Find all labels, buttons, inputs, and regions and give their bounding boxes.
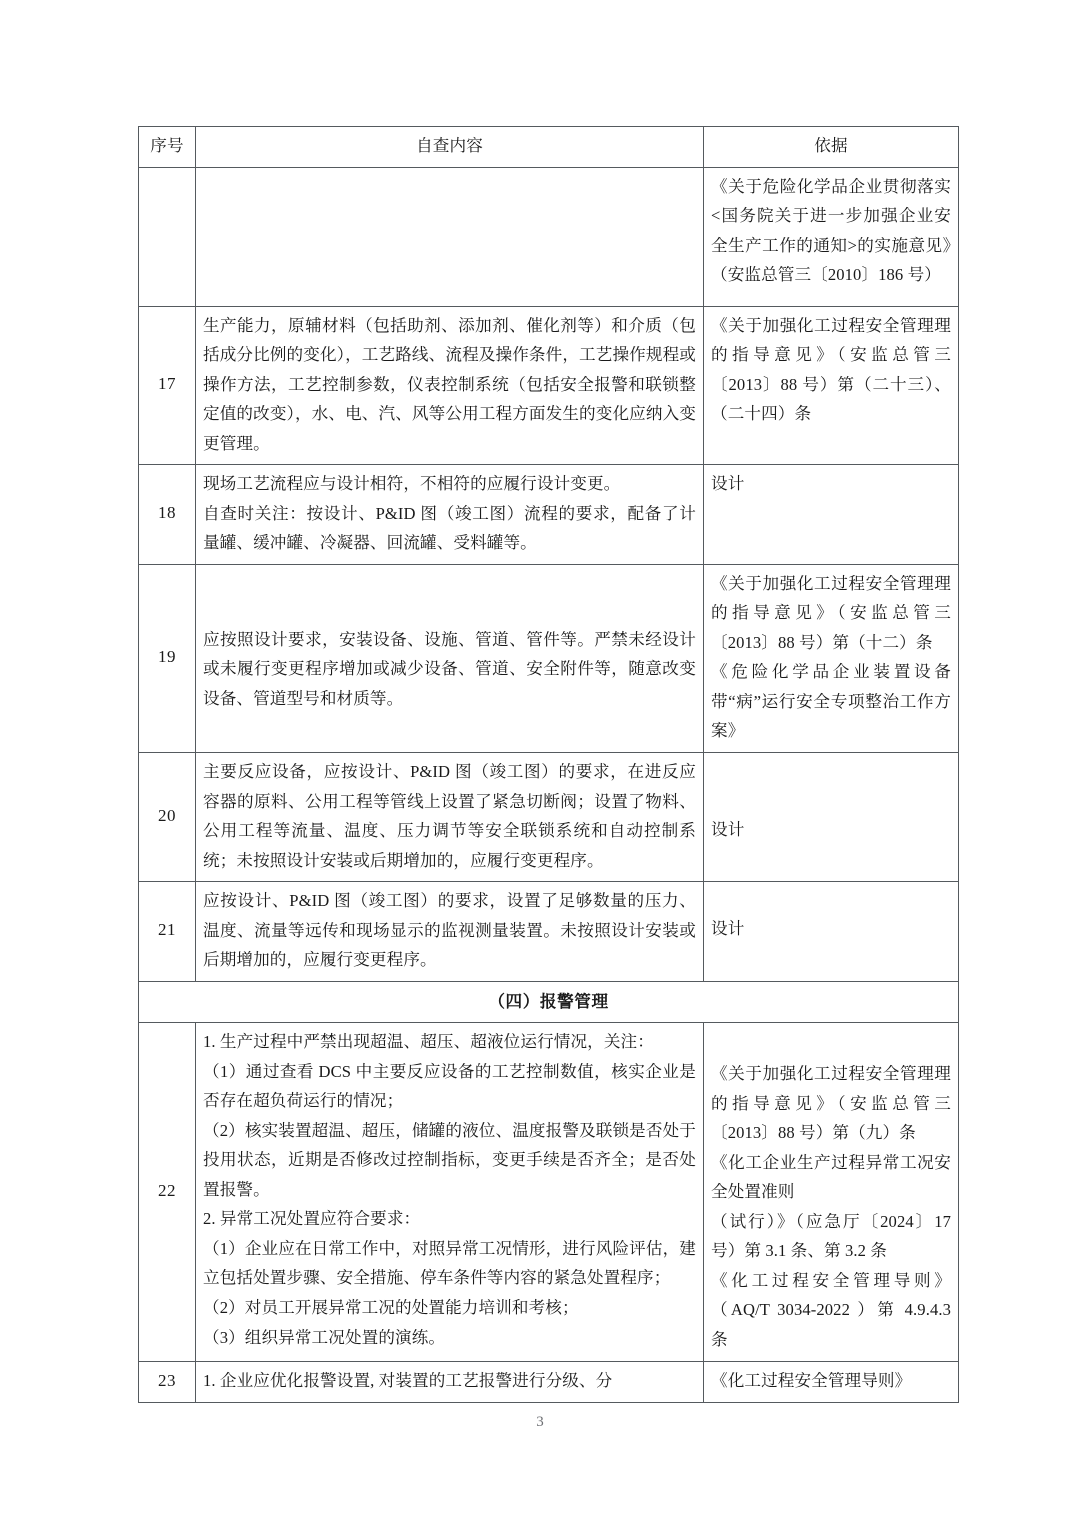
page-number: 3 <box>536 1414 544 1430</box>
row-basis <box>704 306 959 465</box>
table-row <box>139 465 959 565</box>
row-content <box>196 752 704 881</box>
row-serial: 20 <box>139 752 196 881</box>
table-row <box>139 752 959 881</box>
basis-paragraph: 《化工过程安全管理导则》（AQ/T 3034-2022 ）第 4.9.4.3 条 <box>711 1270 951 1349</box>
content-paragraph: 应按照设计要求，安装设备、设施、管道、管件等。严禁未经设计或未履行变更程序增加或减少设备、管道、安全附件等，随意改变设备、管道型号和材质等。 <box>203 629 696 708</box>
table-header <box>139 127 959 168</box>
content-paragraph: （2）对员工开展异常工况的处置能力培训和考核； <box>203 1298 579 1317</box>
basis-paragraph: 《危险化学品企业装置设备带“病”运行安全专项整治工作方案》 <box>711 662 951 741</box>
row-basis <box>704 167 959 306</box>
content-paragraph: 现场工艺流程应与设计相符，不相符的应履行设计变更。 <box>203 474 621 494</box>
basis-paragraph: 《关于加强化工过程安全管理理的指导意见》（安监总管三〔2013〕88 号）第（九）条 <box>711 1064 951 1143</box>
basis-paragraph: （试行）》（应急厅〔2024〕17 号）第 3.1 条、第 3.2 条 <box>711 1211 951 1261</box>
row-basis <box>704 564 959 752</box>
table-row <box>139 306 959 465</box>
content-paragraph: 生产能力，原辅材料（包括助剂、添加剂、催化剂等）和介质（包括成分比例的变化），工艺路线、流程及操作条件，工艺操作规程或操作方法，工艺控制参数，仪表控制系统（包括安全报警和联锁整定值的改变），水、电、汽、风等公用工程方面发生的变化应纳入变更管理。 <box>203 315 696 453</box>
self-inspection-table <box>138 126 959 1403</box>
table-row <box>139 564 959 752</box>
table-row <box>139 167 959 306</box>
row-basis <box>704 882 959 982</box>
table-row <box>139 882 959 982</box>
row-content <box>196 1361 704 1402</box>
row-serial: 21 <box>139 882 196 982</box>
basis-paragraph: 设计 <box>711 919 745 939</box>
row-serial: 22 <box>139 1023 196 1361</box>
basis-paragraph: 《关于危险化学品企业贯彻落实<国务院关于进一步加强企业安全生产工作的通知>的实施意见》（安监总管三〔2010〕186 号） <box>711 176 951 285</box>
content-paragraph: 1. 企业应优化报警设置, 对装置的工艺报警进行分级、分 <box>203 1370 613 1390</box>
table-body <box>139 167 959 1402</box>
section-header: （四）报警管理 <box>139 981 959 1023</box>
content-paragraph: 2. 异常工况处置应符合要求： <box>203 1209 421 1229</box>
row-serial: 19 <box>139 564 196 752</box>
table-section-row <box>139 981 959 1023</box>
basis-paragraph: 《化工过程安全管理导则》 <box>711 1370 912 1390</box>
row-content <box>196 465 704 565</box>
column-header-basis: 依据 <box>704 127 959 168</box>
basis-paragraph: 设计 <box>711 819 745 839</box>
basis-paragraph: 《关于加强化工过程安全管理理的指导意见》（安监总管三〔2013〕88 号）第（十二）条 <box>711 573 951 652</box>
content-paragraph: （3）组织异常工况处置的演练。 <box>203 1327 446 1347</box>
basis-paragraph: 《关于加强化工过程安全管理理的指导意见》（安监总管三〔2013〕88 号）第（二十三）、（二十四）条 <box>711 315 951 424</box>
row-content <box>196 1023 704 1361</box>
table-row <box>139 1361 959 1402</box>
content-paragraph: 主要反应设备，应按设计、P&ID 图（竣工图）的要求，在进反应容器的原料、公用工程等管线上设置了紧急切断阀；设置了物料、公用工程等流量、温度、压力调节等安全联锁系统和自动控制系统；未按照设计安装或后期增加的，应履行变更程序。 <box>203 761 696 870</box>
content-paragraph: 1. 生产过程中严禁出现超温、超压、超液位运行情况，关注： <box>203 1032 654 1052</box>
row-content <box>196 564 704 752</box>
content-paragraph: （1）企业应在日常工作中，对照异常工况情形，进行风险评估，建立包括处置步骤、安全措施、停车条件等内容的紧急处置程序； <box>203 1238 696 1288</box>
row-content <box>196 882 704 982</box>
content-paragraph: （2）核实装置超温、超压，储罐的液位、温度报警及联锁是否处于投用状态，近期是否修改过控制指标，变更手续是否齐全；是否处置报警。 <box>203 1120 696 1199</box>
content-paragraph: 自查时关注：按设计、P&ID 图（竣工图）流程的要求，配备了计量罐、缓冲罐、冷凝器、回流罐、受料罐等。 <box>203 503 696 553</box>
basis-paragraph: 设计 <box>711 474 745 494</box>
row-serial <box>139 167 196 306</box>
row-basis <box>704 1361 959 1402</box>
table-row <box>139 1023 959 1361</box>
row-basis <box>704 465 959 565</box>
row-content <box>196 306 704 465</box>
table-header-row <box>139 127 959 168</box>
basis-paragraph: 《化工企业生产过程异常工况安全处置准则 <box>711 1152 951 1202</box>
row-basis <box>704 752 959 881</box>
column-header-content: 自查内容 <box>196 127 704 168</box>
content-paragraph: （1）通过查看 DCS 中主要反应设备的工艺控制数值，核实企业是否存在超负荷运行的情况； <box>203 1061 696 1111</box>
row-content <box>196 167 704 306</box>
row-serial: 23 <box>139 1361 196 1402</box>
content-paragraph: 应按设计、P&ID 图（竣工图）的要求，设置了足够数量的压力、温度、流量等远传和现场显示的监视测量装置。未按照设计安装或后期增加的，应履行变更程序。 <box>203 891 696 970</box>
row-serial: 18 <box>139 465 196 565</box>
row-serial: 17 <box>139 306 196 465</box>
row-basis <box>704 1023 959 1361</box>
column-header-serial: 序号 <box>139 127 196 168</box>
